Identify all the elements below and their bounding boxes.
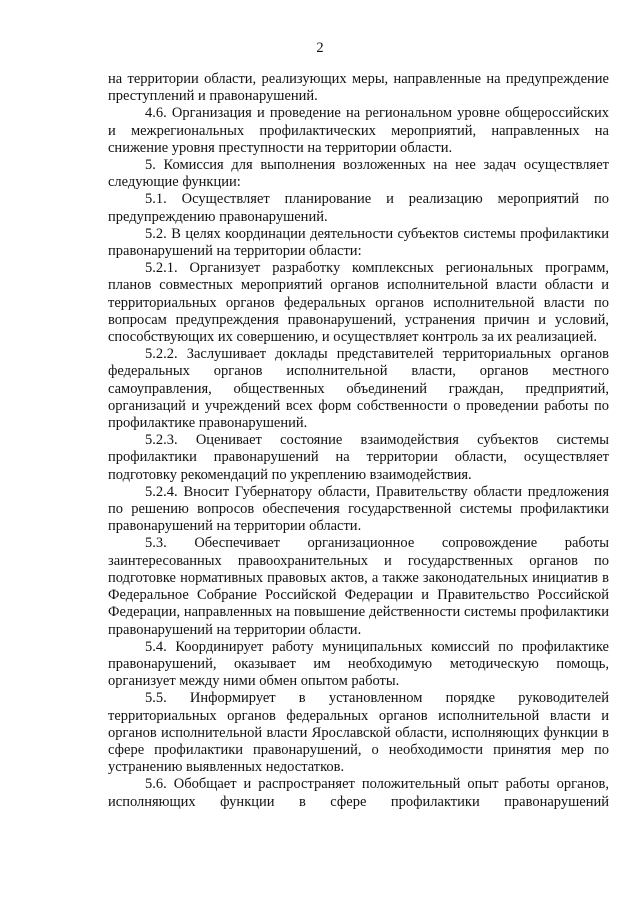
paragraph-5-2-3: 5.2.3. Оценивает состояние взаимодействия субъектов системы профилактики правонарушений на территории области, осуществляет подготовку рекомендаций по укреплению взаимодействия. xyxy=(108,432,609,483)
paragraph-5-2: 5.2. В целях координации деятельности субъектов системы профилактики правонарушений на территории области: xyxy=(108,225,609,260)
paragraph-5-3: 5.3. Обеспечивает организационное сопровождение работы заинтересованных правоохранительных и государственных органов по подготовке нормативных правовых актов, а также законодательных инициатив в Федеральное Собрание Российской Федерации и Правительство Российской Федерации, направленных на повышение действенности системы профилактики правонарушений на территории области. xyxy=(108,535,609,638)
paragraph-5-5: 5.5. Информирует в установленном порядке руководителей территориальных органов федеральных органов исполнительной власти и органов исполнительной власти Ярославской области, исполняющих функции в сфере профилактики правонарушений, о необходимости принятия мер по устранению выявленных недостатков. xyxy=(108,690,609,776)
document-body xyxy=(108,71,609,811)
paragraph-continuation: на территории области, реализующих меры, направленные на предупреждение преступлений и правонарушений. xyxy=(108,71,609,105)
paragraph-5-1: 5.1. Осуществляет планирование и реализацию мероприятий по предупреждению правонарушений. xyxy=(108,191,609,225)
paragraph-5-4: 5.4. Координирует работу муниципальных комиссий по профилактике правонарушений, оказывает им необходимую методическую помощь, организует между ними обмен опытом работы. xyxy=(108,638,609,690)
paragraph-5-2-2: 5.2.2. Заслушивает доклады представителей территориальных органов федеральных органов исполнительной власти, органов местного самоуправления, общественных объединений граждан, предприятий, организаций и учреждений всех форм собственности о проведении работы по профилактике правонарушений. xyxy=(108,346,609,432)
paragraph-5: 5. Комиссия для выполнения возложенных на нее задач осуществляет следующие функции: xyxy=(108,157,609,191)
paragraph-5-2-1: 5.2.1. Организует разработку комплексных региональных программ, планов совместных мероприятий органов исполнительной власти области и территориальных органов федеральных органов исполнительной власти по вопросам предупреждения правонарушений, устранения причин и условий, способствующих их совершению, и осуществляет контроль за их реализацией. xyxy=(108,260,609,346)
paragraph-4-6: 4.6. Организация и проведение на региональном уровне общероссийских и межрегиональных профилактических мероприятий, направленных на снижение уровня преступности на территории области. xyxy=(108,105,609,156)
paragraph-5-6: 5.6. Обобщает и распространяет положительный опыт работы органов, исполняющих функции в сфере профилактики правонарушений xyxy=(108,776,609,810)
paragraph-5-2-4: 5.2.4. Вносит Губернатору области, Правительству области предложения по решению вопросов обеспечения государственной системы профилактики правонарушений на территории области. xyxy=(108,483,609,535)
page-number: 2 xyxy=(316,40,324,56)
